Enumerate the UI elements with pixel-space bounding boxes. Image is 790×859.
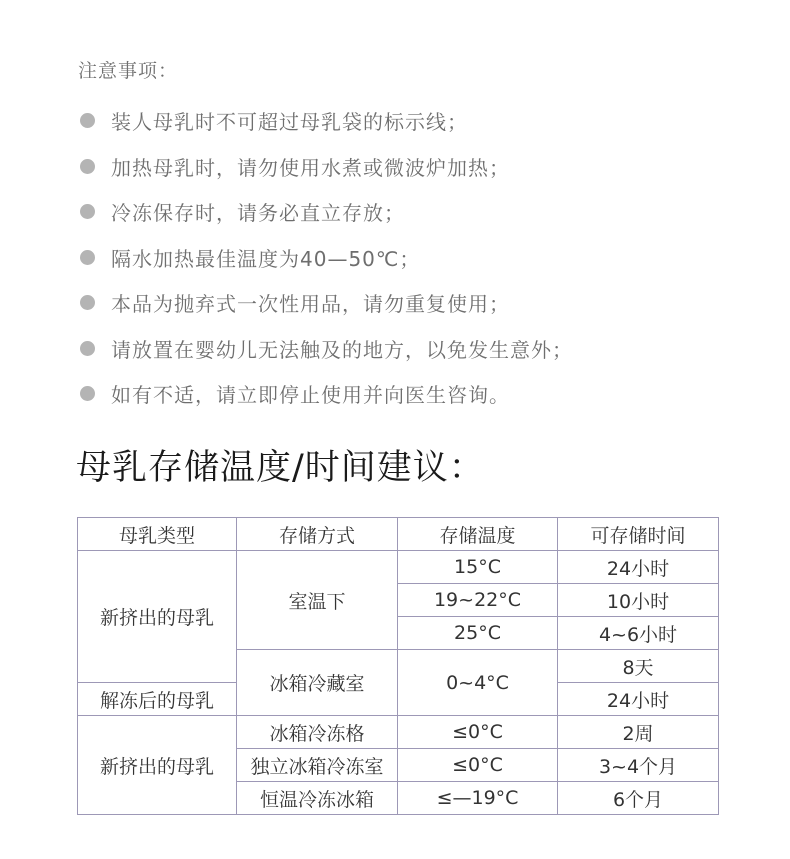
note-item — [80, 280, 573, 326]
header-milk-type: 母乳类型 — [78, 518, 237, 551]
duration-cell: 24小时 — [558, 551, 719, 584]
note-item — [80, 144, 573, 190]
note-text: 冷冻保存时，请务必直立存放； — [111, 201, 405, 226]
duration-cell: 6个月 — [558, 782, 719, 815]
method-cell: 恒温冷冻冰箱 — [237, 782, 398, 815]
storage-title: 母乳存储温度/时间建议： — [76, 448, 485, 488]
bullet-icon — [80, 159, 95, 174]
note-item — [80, 371, 573, 417]
note-text: 请放置在婴幼儿无法触及的地方，以免发生意外； — [111, 337, 573, 362]
bullet-icon — [80, 341, 95, 356]
header-storage-duration: 可存储时间 — [558, 518, 719, 551]
temp-cell: 19~22°C — [398, 584, 558, 617]
temp-cell: 25°C — [398, 617, 558, 650]
note-item — [80, 98, 573, 144]
bullet-icon — [80, 295, 95, 310]
table-header-row — [78, 518, 719, 551]
milk-type-cell: 新挤出的母乳 — [78, 716, 237, 815]
note-text: 加热母乳时，请勿使用水煮或微波炉加热； — [111, 155, 510, 180]
duration-cell: 10小时 — [558, 584, 719, 617]
duration-cell: 2周 — [558, 716, 719, 749]
bullet-icon — [80, 250, 95, 265]
method-cell: 室温下 — [237, 551, 398, 650]
method-cell: 独立冰箱冷冻室 — [237, 749, 398, 782]
header-storage-method: 存储方式 — [237, 518, 398, 551]
note-text: 装人母乳时不可超过母乳袋的标示线； — [111, 110, 468, 135]
table-row — [78, 716, 719, 749]
temp-cell: 0~4°C — [398, 650, 558, 716]
method-cell: 冰箱冷冻格 — [237, 716, 398, 749]
method-cell: 冰箱冷藏室 — [237, 650, 398, 716]
bullet-icon — [80, 113, 95, 128]
duration-cell: 8天 — [558, 650, 719, 683]
bullet-icon — [80, 386, 95, 401]
milk-type-cell: 解冻后的母乳 — [78, 683, 237, 716]
bullet-icon — [80, 204, 95, 219]
temp-cell: ≤0°C — [398, 716, 558, 749]
header-storage-temp: 存储温度 — [398, 518, 558, 551]
note-text: 如有不适，请立即停止使用并向医生咨询。 — [111, 383, 510, 408]
temp-cell: ≤0°C — [398, 749, 558, 782]
temp-cell: ≤—19°C — [398, 782, 558, 815]
duration-cell: 3~4个月 — [558, 749, 719, 782]
duration-cell: 4~6小时 — [558, 617, 719, 650]
notes-list — [80, 98, 573, 417]
note-item — [80, 189, 573, 235]
milk-type-cell: 新挤出的母乳 — [78, 551, 237, 683]
note-item — [80, 326, 573, 372]
note-text: 隔水加热最佳温度为40—50℃； — [111, 246, 421, 271]
note-text: 本品为抛弃式一次性用品，请勿重复使用； — [111, 292, 510, 317]
storage-table — [77, 517, 719, 815]
note-item — [80, 235, 573, 281]
notes-title: 注意事项： — [78, 60, 179, 82]
temp-cell: 15°C — [398, 551, 558, 584]
duration-cell: 24小时 — [558, 683, 719, 716]
table-row — [78, 551, 719, 584]
